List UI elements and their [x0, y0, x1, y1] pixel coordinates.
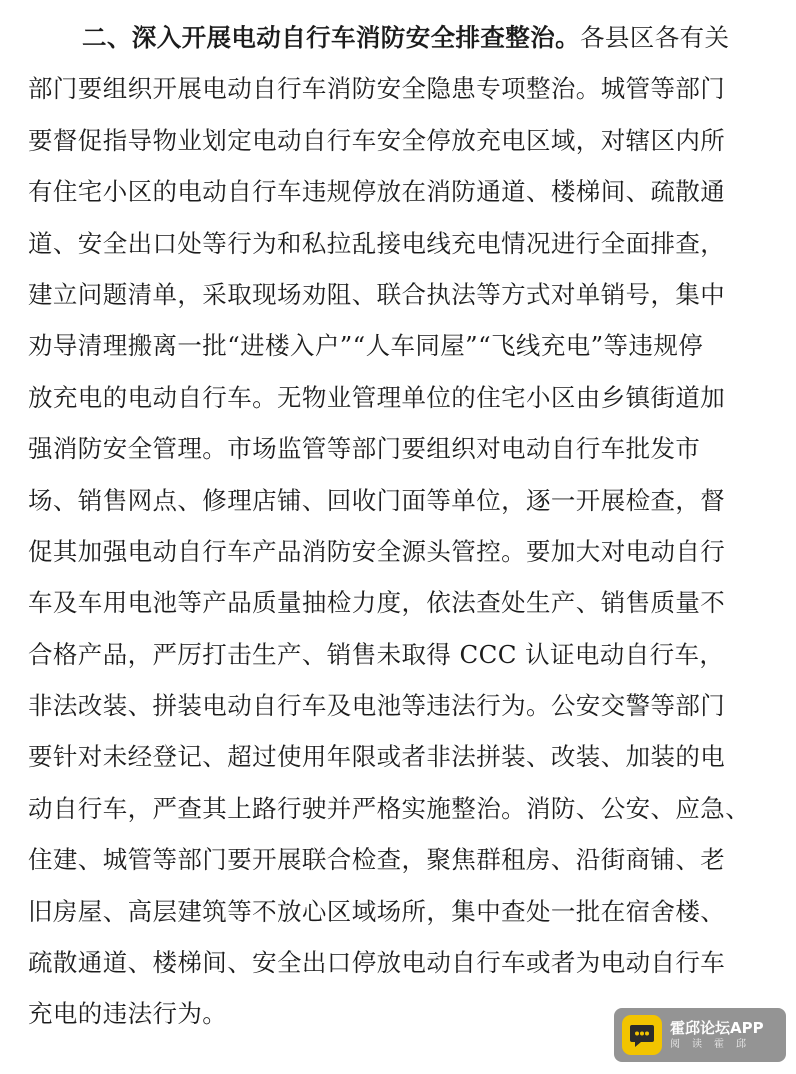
paragraph-line-14: 非法改装、拼装电动自行车及电池等违法行为。公安交警等部门: [28, 691, 726, 721]
paragraph-line-15: 要针对未经登记、超过使用年限或者非法拼装、改装、加装的电: [28, 742, 726, 772]
watermark-subtitle: 阅读霍邱: [670, 1039, 758, 1050]
watermark-title: 霍邱论坛APP: [670, 1019, 764, 1037]
section-heading: 二、深入开展电动自行车消防安全排查整治。: [82, 23, 580, 52]
watermark-text: [670, 1018, 764, 1052]
paragraph-line-10: 场、销售网点、修理店铺、回收门面等单位，逐一开展检查，督: [28, 485, 726, 515]
paragraph-line-9: 强消防安全管理。市场监管等部门要组织对电动自行车批发市: [28, 434, 701, 464]
paragraph-line-18: 旧房屋、高层建筑等不放心区域场所，集中查处一批在宿舍楼、: [28, 896, 726, 926]
paragraph-line-20: 充电的违法行为。: [28, 999, 228, 1029]
paragraph-line-6: 建立问题清单，采取现场劝阻、联合执法等方式对单销号，集中: [28, 279, 726, 309]
paragraph-line-3: 要督促指导物业划定电动自行车安全停放充电区域，对辖区内所: [28, 125, 726, 155]
line-text: 各县区各有关: [580, 23, 730, 52]
paragraph-line-2: 部门要组织开展电动自行车消防安全隐患专项整治。城管等部门: [28, 74, 726, 104]
paragraph-line-5: 道、安全出口处等行为和私拉乱接电线充电情况进行全面排查，: [28, 228, 726, 258]
app-watermark: [614, 1008, 786, 1062]
document-body: [28, 12, 776, 1040]
chat-bubble-icon: [622, 1015, 662, 1055]
paragraph-line-16: 动自行车，严查其上路行驶并严格实施整治。消防、公安、应急、: [28, 793, 751, 823]
paragraph-line-8: 放充电的电动自行车。无物业管理单位的住宅小区由乡镇街道加: [28, 382, 726, 412]
paragraph-line-4: 有住宅小区的电动自行车违规停放在消防通道、楼梯间、疏散通: [28, 177, 726, 207]
paragraph-line-12: 车及车用电池等产品质量抽检力度，依法查处生产、销售质量不: [28, 588, 726, 618]
paragraph-line-13: 合格产品，严厉打击生产、销售未取得 CCC 认证电动自行车，: [28, 639, 725, 669]
paragraph-line-7: 劝导清理搬离一批“进楼入户”“人车同屋”“飞线充电”等违规停: [28, 331, 704, 361]
paragraph-line-19: 疏散通道、楼梯间、安全出口停放电动自行车或者为电动自行车: [28, 948, 726, 978]
paragraph-line-1: [28, 12, 776, 63]
paragraph-line-17: 住建、城管等部门要开展联合检查，聚焦群租房、沿街商铺、老: [28, 845, 726, 875]
paragraph-line-11: 促其加强电动自行车产品消防安全源头管控。要加大对电动自行: [28, 536, 726, 566]
